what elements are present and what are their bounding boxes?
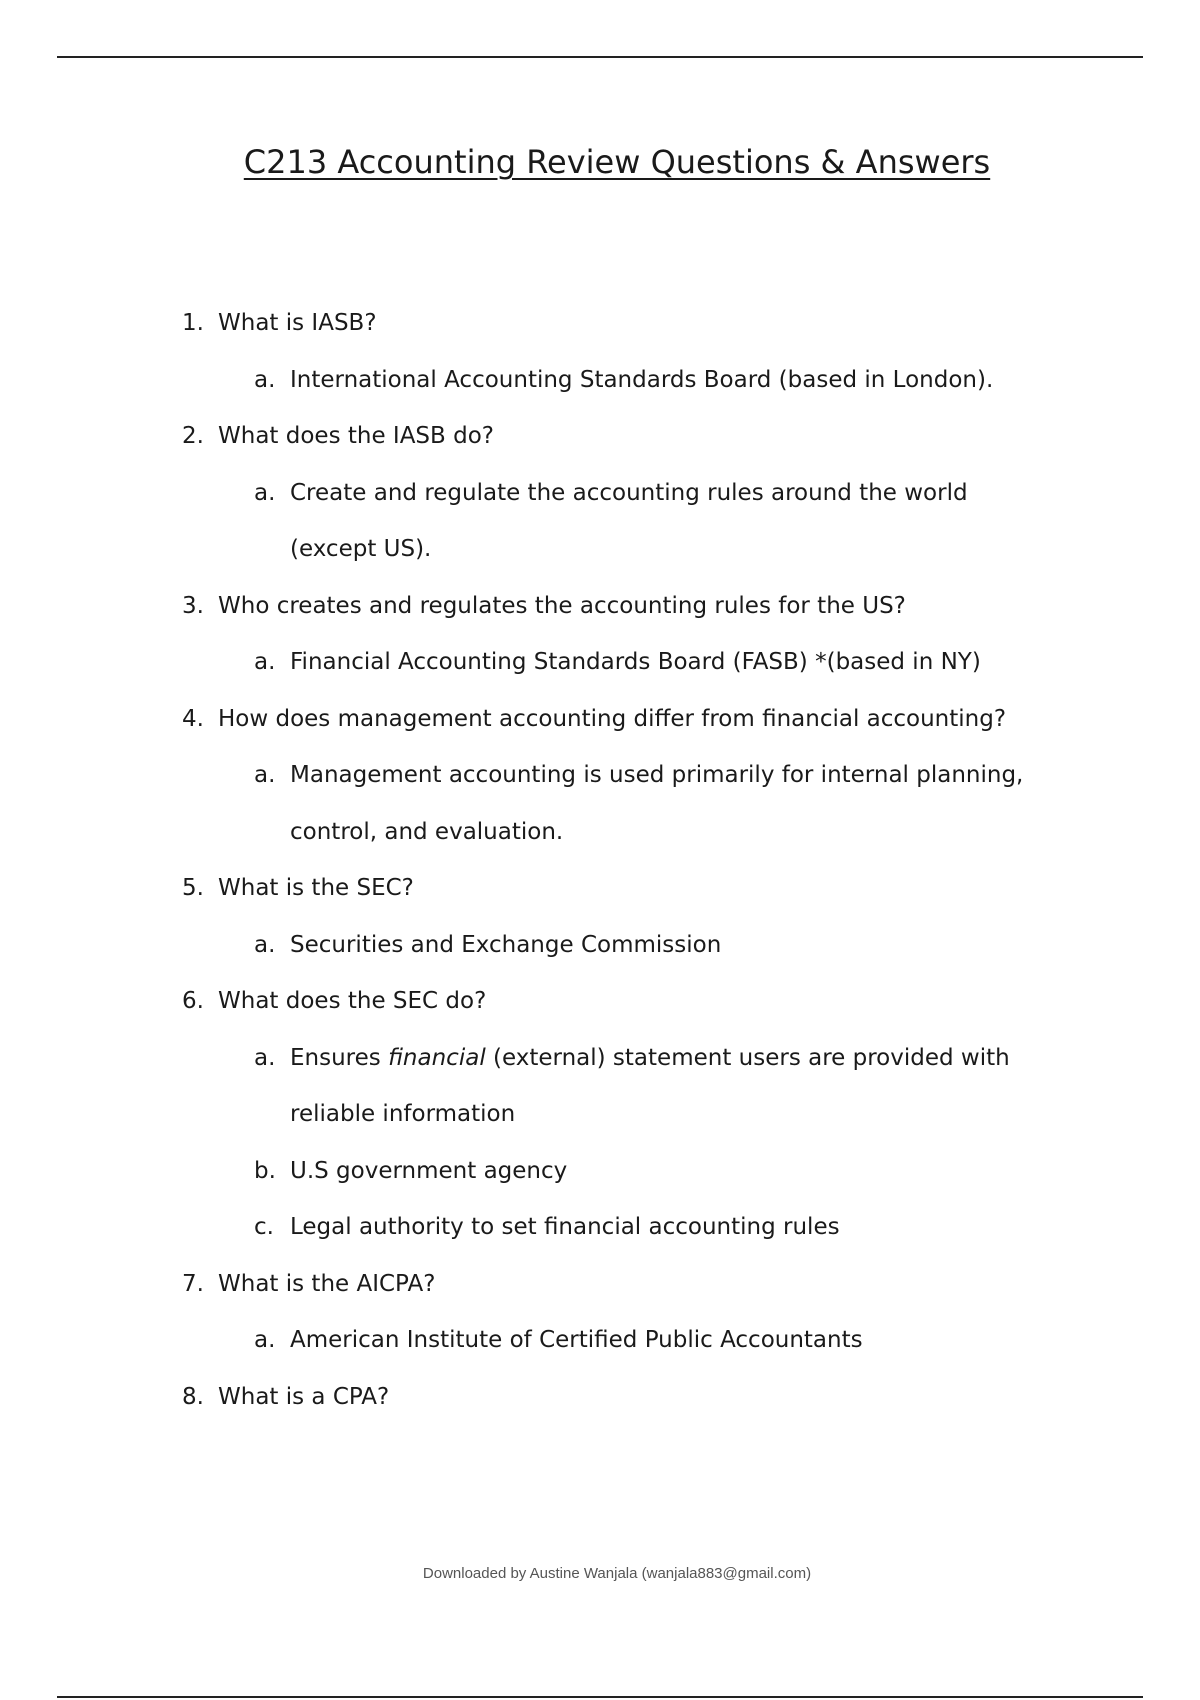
answer-6c	[0, 1199, 1200, 1256]
answer-text: (except US).	[290, 536, 432, 562]
answer-letter: a.	[254, 931, 276, 958]
answer-2a	[0, 465, 1200, 522]
question-number: 6.	[182, 988, 204, 1014]
answer-3a	[0, 634, 1200, 691]
question-5	[0, 860, 1200, 917]
question-number: 8.	[182, 1383, 204, 1410]
download-footer: Downloaded by Austine Wanjala (wanjala883@gmail.com)	[422, 1565, 812, 1582]
question-3	[0, 578, 1200, 635]
answer-letter: a.	[254, 479, 276, 506]
top-rule	[57, 56, 1143, 58]
question-number: 5.	[182, 875, 204, 901]
answer-suffix: (external) statement users are provided with	[485, 1044, 1010, 1071]
answer-2a-continued	[0, 521, 1200, 578]
question-1	[0, 295, 1200, 352]
answer-text: Management accounting is used primarily for internal planning,	[290, 762, 1024, 788]
answer-prefix: Ensures	[290, 1044, 389, 1071]
answer-text	[290, 1030, 1010, 1087]
question-number: 2.	[182, 423, 204, 449]
question-number: 1.	[182, 310, 204, 336]
answer-text: Create and regulate the accounting rules around the world	[290, 479, 968, 506]
answer-letter: a.	[254, 366, 276, 393]
question-text: Who creates and regulates the accounting rules for the US?	[218, 592, 906, 619]
answer-1a	[0, 352, 1200, 409]
answer-text: Legal authority to set financial accounting rules	[290, 1214, 840, 1240]
question-4	[0, 691, 1200, 748]
answer-text: Financial Accounting Standards Board (FASB) *(based in NY)	[290, 649, 981, 675]
answer-text: control, and evaluation.	[290, 818, 564, 845]
answer-6b	[0, 1143, 1200, 1200]
answer-text: American Institute of Certified Public Accountants	[290, 1327, 863, 1353]
answer-4a	[0, 747, 1200, 804]
question-text: What is the AICPA?	[218, 1270, 436, 1297]
answer-6a-continued	[0, 1086, 1200, 1143]
question-text: What is the SEC?	[218, 875, 414, 901]
answer-letter: a.	[254, 762, 276, 788]
question-number: 7.	[182, 1270, 204, 1297]
question-text: What is IASB?	[218, 310, 377, 336]
question-text: How does management accounting differ from financial accounting?	[218, 705, 1007, 732]
question-number: 4.	[182, 705, 204, 732]
answer-letter: a.	[254, 1044, 276, 1071]
question-8	[0, 1369, 1200, 1426]
answer-letter: a.	[254, 649, 276, 675]
question-7	[0, 1256, 1200, 1313]
question-2	[0, 408, 1200, 465]
question-6	[0, 973, 1200, 1030]
qa-list	[0, 295, 1200, 1425]
answer-7a	[0, 1312, 1200, 1369]
document-title: C213 Accounting Review Questions & Answers	[243, 143, 991, 181]
answer-4a-continued	[0, 804, 1200, 861]
answer-5a	[0, 917, 1200, 974]
answer-text: Securities and Exchange Commission	[290, 931, 722, 958]
answer-text: reliable information	[290, 1101, 516, 1127]
answer-6a	[0, 1030, 1200, 1087]
answer-text: International Accounting Standards Board (based in London).	[290, 366, 994, 393]
question-number: 3.	[182, 592, 204, 619]
answer-emphasis: financial	[388, 1044, 486, 1071]
question-text: What does the SEC do?	[218, 988, 487, 1014]
answer-text: U.S government agency	[290, 1157, 568, 1184]
question-text: What does the IASB do?	[218, 423, 494, 449]
answer-letter: c.	[254, 1214, 274, 1240]
answer-letter: b.	[254, 1157, 276, 1184]
answer-letter: a.	[254, 1327, 276, 1353]
question-text: What is a CPA?	[218, 1383, 390, 1410]
bottom-rule	[57, 1696, 1143, 1698]
